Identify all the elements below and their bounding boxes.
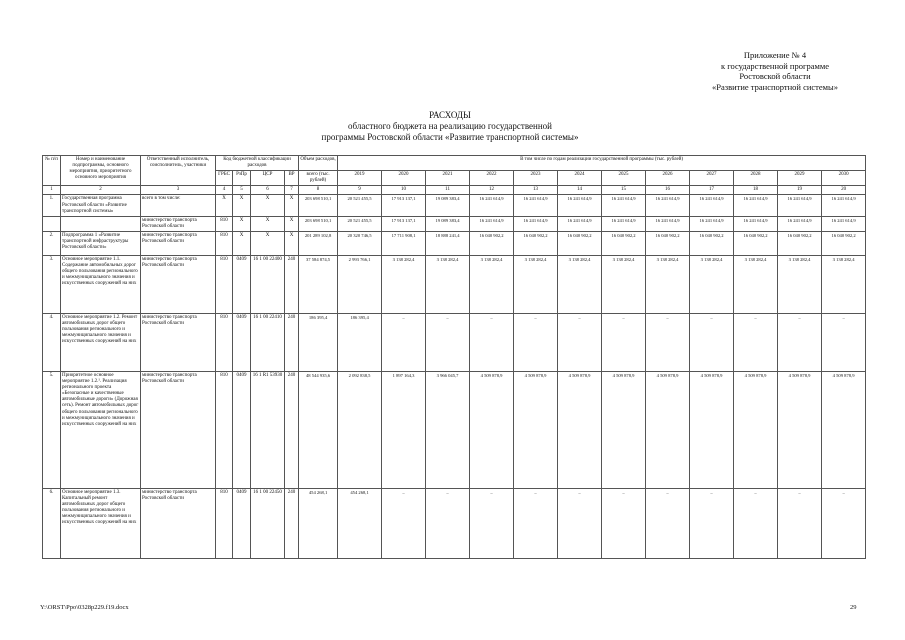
column-number: 18 [734,186,778,195]
row-vr: 240 [285,255,299,313]
row-total: 203 698 510,1 [299,195,338,216]
row-total: 201 289 102,8 [299,231,338,255]
row-rzpr: Х [233,216,251,231]
column-number: 2 [61,186,141,195]
column-number: 19 [778,186,822,195]
header-year: 2025 [602,171,646,186]
row-year-value: – [470,488,514,558]
row-year-value: 20 320 746,5 [338,231,382,255]
header-vr: ВР [285,171,299,186]
row-year-value: 16 040 902,2 [602,231,646,255]
row-grbs: 810 [216,216,233,231]
row-year-value: 3 138 282,4 [558,255,602,313]
header-num: № п/п [43,156,61,186]
row-csr: Х [251,231,285,255]
row-year-value: 4 509 878,9 [514,371,558,488]
row-year-value: – [382,488,426,558]
row-year-value: – [822,488,866,558]
row-csr: 16 1 R1 53930 [251,371,285,488]
page-number: 29 [850,604,857,611]
row-number: 2. [43,231,61,255]
row-year-value: 16 040 902,2 [822,231,866,255]
row-year-value: – [734,313,778,371]
row-csr: 16 1 00 22450 [251,488,285,558]
row-year-value: 16 241 614,9 [734,195,778,216]
row-year-value: 16 241 614,9 [558,216,602,231]
row-year-value: – [690,488,734,558]
row-year-value: 3 138 282,4 [602,255,646,313]
header-year: 2019 [338,171,382,186]
row-year-value: 4 509 878,9 [602,371,646,488]
row-total: 454 268,1 [299,488,338,558]
row-year-value: 17 711 908,1 [382,231,426,255]
row-vr: 240 [285,371,299,488]
row-grbs: 810 [216,231,233,255]
row-number: 3. [43,255,61,313]
header-grbs: ГРБС [216,171,233,186]
column-number: 15 [602,186,646,195]
row-responsible: министерство транспорта Ростовской области [141,313,216,371]
appendix-block [660,50,890,92]
appendix-line: «Развитие транспортной системы» [711,81,839,92]
row-year-value: 17 913 137,1 [382,195,426,216]
row-year-value: – [426,313,470,371]
row-number: 4. [43,313,61,371]
row-year-value: – [470,313,514,371]
row-year-value: 16 241 614,9 [778,216,822,231]
row-number: 6. [43,488,61,558]
header-csr: ЦСР [251,171,285,186]
column-number: 6 [251,186,285,195]
row-grbs: 810 [216,371,233,488]
row-rzpr: 0409 [233,313,251,371]
row-year-value: 16 241 614,9 [690,216,734,231]
row-name: Государственная программа Ростовской области «Развитие транспортной системы» [61,195,141,216]
column-number: 16 [646,186,690,195]
row-total: 48 544 935,6 [299,371,338,488]
table-row [43,216,866,231]
row-year-value: 3 138 282,4 [514,255,558,313]
column-number: 4 [216,186,233,195]
column-number: 10 [382,186,426,195]
row-vr: 240 [285,313,299,371]
row-year-value: 19 089 383,4 [426,216,470,231]
row-total: 37 584 874,5 [299,255,338,313]
row-year-value: – [426,488,470,558]
appendix-line: Приложение № 4 [743,50,807,60]
row-name: Подпрограмма 1 «Развитие транспортной инфраструктуры Ростовской области» [61,231,141,255]
row-year-value: – [602,488,646,558]
row-name: Основное мероприятие 1.1. Содержание автомобильных дорог общего пользования регионального и межмуниципального значения и искусственных сооружений на них [61,255,141,313]
column-number: 11 [426,186,470,195]
column-number: 5 [233,186,251,195]
column-number: 9 [338,186,382,195]
row-year-value: – [778,488,822,558]
row-year-value: 16 241 614,9 [558,195,602,216]
table-row [43,313,866,371]
row-year-value: 3 138 282,4 [822,255,866,313]
row-responsible: министерство транспорта Ростовской области [141,371,216,488]
table-row [43,371,866,488]
row-year-value: 454 268,1 [338,488,382,558]
row-responsible: министерство транспорта Ростовской области [141,216,216,231]
column-number: 3 [141,186,216,195]
row-rzpr: 0409 [233,255,251,313]
header-year: 2030 [822,171,866,186]
row-year-value: 4 509 878,9 [558,371,602,488]
row-year-value: 16 241 614,9 [602,216,646,231]
header-total-group: Объем расходов, [299,156,338,171]
header-name: Номер и наименование подпрограммы, основного мероприятия, приоритетного основного мероприятия [61,156,141,186]
row-grbs: Х [216,195,233,216]
row-year-value: 16 040 902,2 [558,231,602,255]
row-total: 186 395,4 [299,313,338,371]
row-responsible: всего в том числе: [141,195,216,216]
row-number [43,216,61,231]
row-number: 1. [43,195,61,216]
row-year-value: 16 241 614,9 [734,216,778,231]
row-year-value: 16 040 902,2 [514,231,558,255]
header-year: 2029 [778,171,822,186]
row-name: Основное мероприятие 1.2. Ремонт автомобильных дорог общего пользования регионального и межмуниципального значения и искусственных сооружений на них [61,313,141,371]
table-row [43,488,866,558]
row-total: 203 698 510,1 [299,216,338,231]
row-csr: 16 1 00 22410 [251,313,285,371]
row-year-value: 16 241 614,9 [470,195,514,216]
row-year-value: 4 509 878,9 [470,371,514,488]
row-year-value: 4 509 878,9 [778,371,822,488]
row-year-value: – [602,313,646,371]
row-year-value: 3 138 282,4 [734,255,778,313]
row-year-value: 16 241 614,9 [602,195,646,216]
row-year-value: 16 241 614,9 [646,195,690,216]
column-number: 17 [690,186,734,195]
row-csr: Х [251,195,285,216]
document-title [250,110,650,143]
row-year-value: – [646,488,690,558]
column-number: 7 [285,186,299,195]
row-year-value: – [646,313,690,371]
table-row [43,231,866,255]
header-year: 2021 [426,171,470,186]
title-line: программы Ростовской области «Развитие транспортной системы» [321,132,579,142]
row-year-value: 17 913 137,1 [382,216,426,231]
header-year: 2024 [558,171,602,186]
row-year-value: 4 509 878,9 [690,371,734,488]
row-vr: Х [285,216,299,231]
row-year-value: 3 138 282,4 [646,255,690,313]
appendix-line: Ростовской области [739,71,811,81]
row-name: Основное мероприятие 1.3. Капитальный ремонт автомобильных дорог общего пользования регионального и межмуниципального значения и искусственных сооружений на них [61,488,141,558]
row-vr: Х [285,195,299,216]
row-year-value: 16 241 614,9 [514,195,558,216]
row-year-value: 16 241 614,9 [514,216,558,231]
row-rzpr: 0409 [233,371,251,488]
row-year-value: 2 092 838,5 [338,371,382,488]
footer-file-path: Y:\ORST\Ppo\0328p229.f19.docx [40,604,129,611]
row-vr: Х [285,231,299,255]
row-year-value: 16 241 614,9 [778,195,822,216]
column-number: 1 [43,186,61,195]
row-number: 5. [43,371,61,488]
row-grbs: 810 [216,313,233,371]
row-year-value: 3 138 282,4 [778,255,822,313]
row-year-value: 16 040 902,2 [690,231,734,255]
row-year-value: 16 040 902,2 [778,231,822,255]
row-year-value: – [514,488,558,558]
expenses-table [42,155,866,559]
appendix-line: к государственной программе [720,60,830,71]
row-year-value: – [734,488,778,558]
table-row [43,255,866,313]
row-year-value: 19 089 383,4 [426,195,470,216]
row-year-value: 20 521 455,5 [338,195,382,216]
row-year-value: 186 395,4 [338,313,382,371]
header-total: всего (тыс. рублей) [299,171,338,186]
row-year-value: – [382,313,426,371]
row-year-value: – [822,313,866,371]
row-grbs: 810 [216,255,233,313]
row-year-value: 16 241 614,9 [646,216,690,231]
row-year-value: 16 040 902,2 [470,231,514,255]
title-line: РАСХОДЫ [429,110,471,120]
header-year: 2026 [646,171,690,186]
row-year-value: 3 138 282,4 [426,255,470,313]
row-year-value: – [690,313,734,371]
header-rzpr: РзПр [233,171,251,186]
header-years-group: В том числе по годам реализации государственной программы (тыс. рублей) [338,156,866,171]
row-year-value: 16 040 902,2 [646,231,690,255]
row-year-value: 3 138 282,4 [690,255,734,313]
row-csr: Х [251,216,285,231]
column-number: 8 [299,186,338,195]
row-year-value: – [558,313,602,371]
header-year: 2022 [470,171,514,186]
row-year-value: 3 138 282,4 [382,255,426,313]
row-year-value: 4 509 878,9 [646,371,690,488]
row-rzpr: 0409 [233,488,251,558]
row-vr: 240 [285,488,299,558]
header-responsible: Ответственный исполнитель, соисполнитель, участники [141,156,216,186]
row-year-value: 16 241 614,9 [690,195,734,216]
row-responsible: министерство транспорта Ростовской области [141,488,216,558]
row-year-value: – [778,313,822,371]
row-responsible: министерство транспорта Ростовской области [141,255,216,313]
row-year-value: 4 509 878,9 [822,371,866,488]
row-name [61,216,141,231]
row-csr: 16 1 00 22400 [251,255,285,313]
header-year: 2023 [514,171,558,186]
row-year-value: 16 040 902,2 [734,231,778,255]
row-name: Приоритетное основное мероприятие 1.2.¹. Реализация регионального проекта «Безопасные и качественные автомобильные дороги» (Дорожная сеть). Ремонт автомобильных дорог общего пользования регионального и межмуниципального значения и искусственных сооружений на них [61,371,141,488]
title-line: областного бюджета на реализацию государственной [348,121,552,131]
row-year-value: 1 897 164,3 [382,371,426,488]
column-number: 12 [470,186,514,195]
row-year-value: 2 993 766,1 [338,255,382,313]
header-year: 2027 [690,171,734,186]
row-year-value: 3 966 045,7 [426,371,470,488]
row-year-value: – [558,488,602,558]
row-rzpr: Х [233,231,251,255]
column-number: 20 [822,186,866,195]
row-year-value: – [514,313,558,371]
column-number: 13 [514,186,558,195]
row-year-value: 3 138 282,4 [470,255,514,313]
header-year: 2028 [734,171,778,186]
column-number: 14 [558,186,602,195]
table-row [43,195,866,216]
row-year-value: 18 888 241,4 [426,231,470,255]
row-responsible: министерство транспорта Ростовской области [141,231,216,255]
row-year-value: 16 241 614,9 [822,216,866,231]
header-year: 2020 [382,171,426,186]
row-year-value: 16 241 614,9 [822,195,866,216]
row-year-value: 4 509 878,9 [734,371,778,488]
row-rzpr: Х [233,195,251,216]
row-grbs: 810 [216,488,233,558]
header-budget-code: Код бюджетной классификации расходов [216,156,299,171]
row-year-value: 20 521 455,5 [338,216,382,231]
row-year-value: 16 241 614,9 [470,216,514,231]
